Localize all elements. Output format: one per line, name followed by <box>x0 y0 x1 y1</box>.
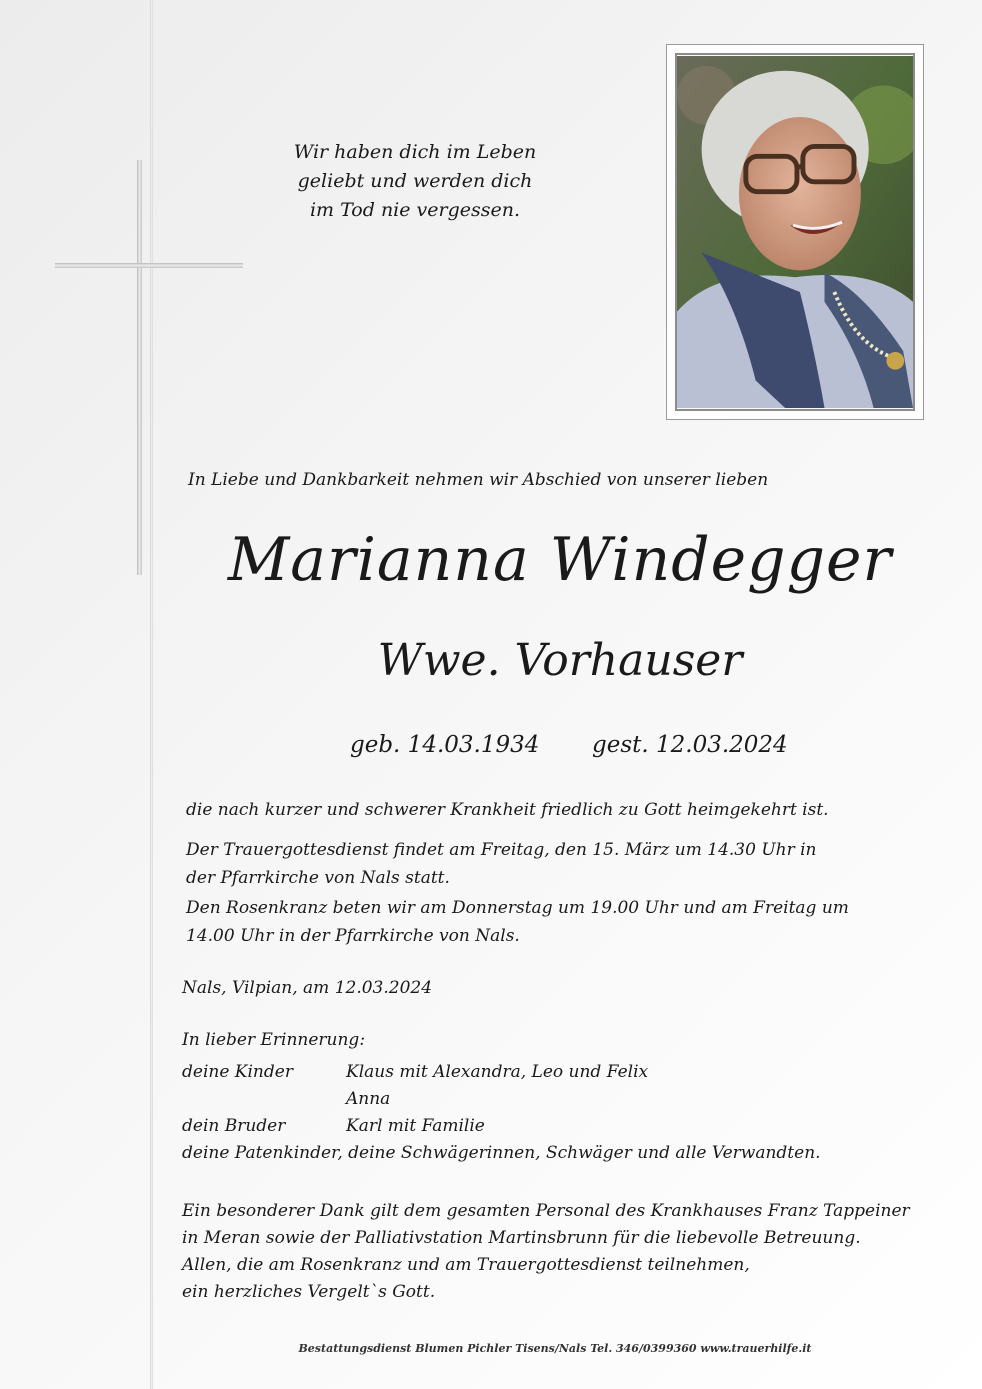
relative-names: Klaus mit Alexandra, Leo und Felix <box>346 1062 649 1082</box>
thanks-line: ein herzliches Vergelt`s Gott. <box>182 1282 436 1302</box>
thanks-text <box>182 1198 910 1306</box>
funeral-service-footer: Bestattungsdienst Blumen Pichler Tisens/Nals Tel. 346/0399360 www.trauerhilfe.it <box>298 1342 812 1355</box>
relative-names: Karl mit Familie <box>346 1116 485 1136</box>
motto <box>270 138 560 225</box>
thanks-line: Ein besonderer Dank gilt dem gesamten Personal des Krankhauses Franz Tappeiner <box>182 1201 910 1221</box>
service-line: der Pfarrkirche von Nals statt. <box>186 868 450 888</box>
place-date: Nals, Vilpian, am 12.03.2024 <box>182 978 433 998</box>
passing-text: die nach kurzer und schwerer Krankheit friedlich zu Gott heimgekehrt ist. <box>186 800 829 820</box>
rosary-line: Den Rosenkranz beten wir am Donnerstag um 19.00 Uhr und am Freitag um <box>186 898 849 918</box>
motto-line: im Tod nie vergessen. <box>309 199 521 221</box>
cross-icon <box>55 160 245 580</box>
motto-line: geliebt und werden dich <box>297 170 533 192</box>
thanks-line: Allen, die am Rosenkranz und am Trauergottesdienst teilnehmen, <box>182 1255 750 1275</box>
rosary-line: 14.00 Uhr in der Pfarrkirche von Nals. <box>186 926 520 946</box>
portrait-photo <box>675 53 915 411</box>
service-text <box>186 836 817 892</box>
deceased-name: Marianna Windegger <box>227 525 893 595</box>
thanks-line: in Meran sowie der Palliativstation Martinsbrunn für die liebevolle Betreuung. <box>182 1228 861 1248</box>
relative-label: deine Kinder <box>182 1062 293 1082</box>
portrait-photo-frame <box>666 44 924 420</box>
birth-date: geb. 14.03.1934 <box>350 732 540 758</box>
deceased-maiden-name: Wwe. Vorhauser <box>377 635 743 686</box>
service-line: Der Trauergottesdienst findet am Freitag, den 15. März um 14.30 Uhr in <box>186 840 817 860</box>
intro-text: In Liebe und Dankbarkeit nehmen wir Abschied von unserer lieben <box>188 470 769 490</box>
rosary-text <box>186 894 849 950</box>
relative-names: Anna <box>346 1089 391 1109</box>
relative-label: dein Bruder <box>182 1116 286 1136</box>
motto-line: Wir haben dich im Leben <box>293 141 537 163</box>
death-date: gest. 12.03.2024 <box>592 732 788 758</box>
relatives-other: deine Patenkinder, deine Schwägerinnen, Schwäger und alle Verwandten. <box>182 1143 821 1163</box>
memory-heading: In lieber Erinnerung: <box>182 1030 366 1050</box>
